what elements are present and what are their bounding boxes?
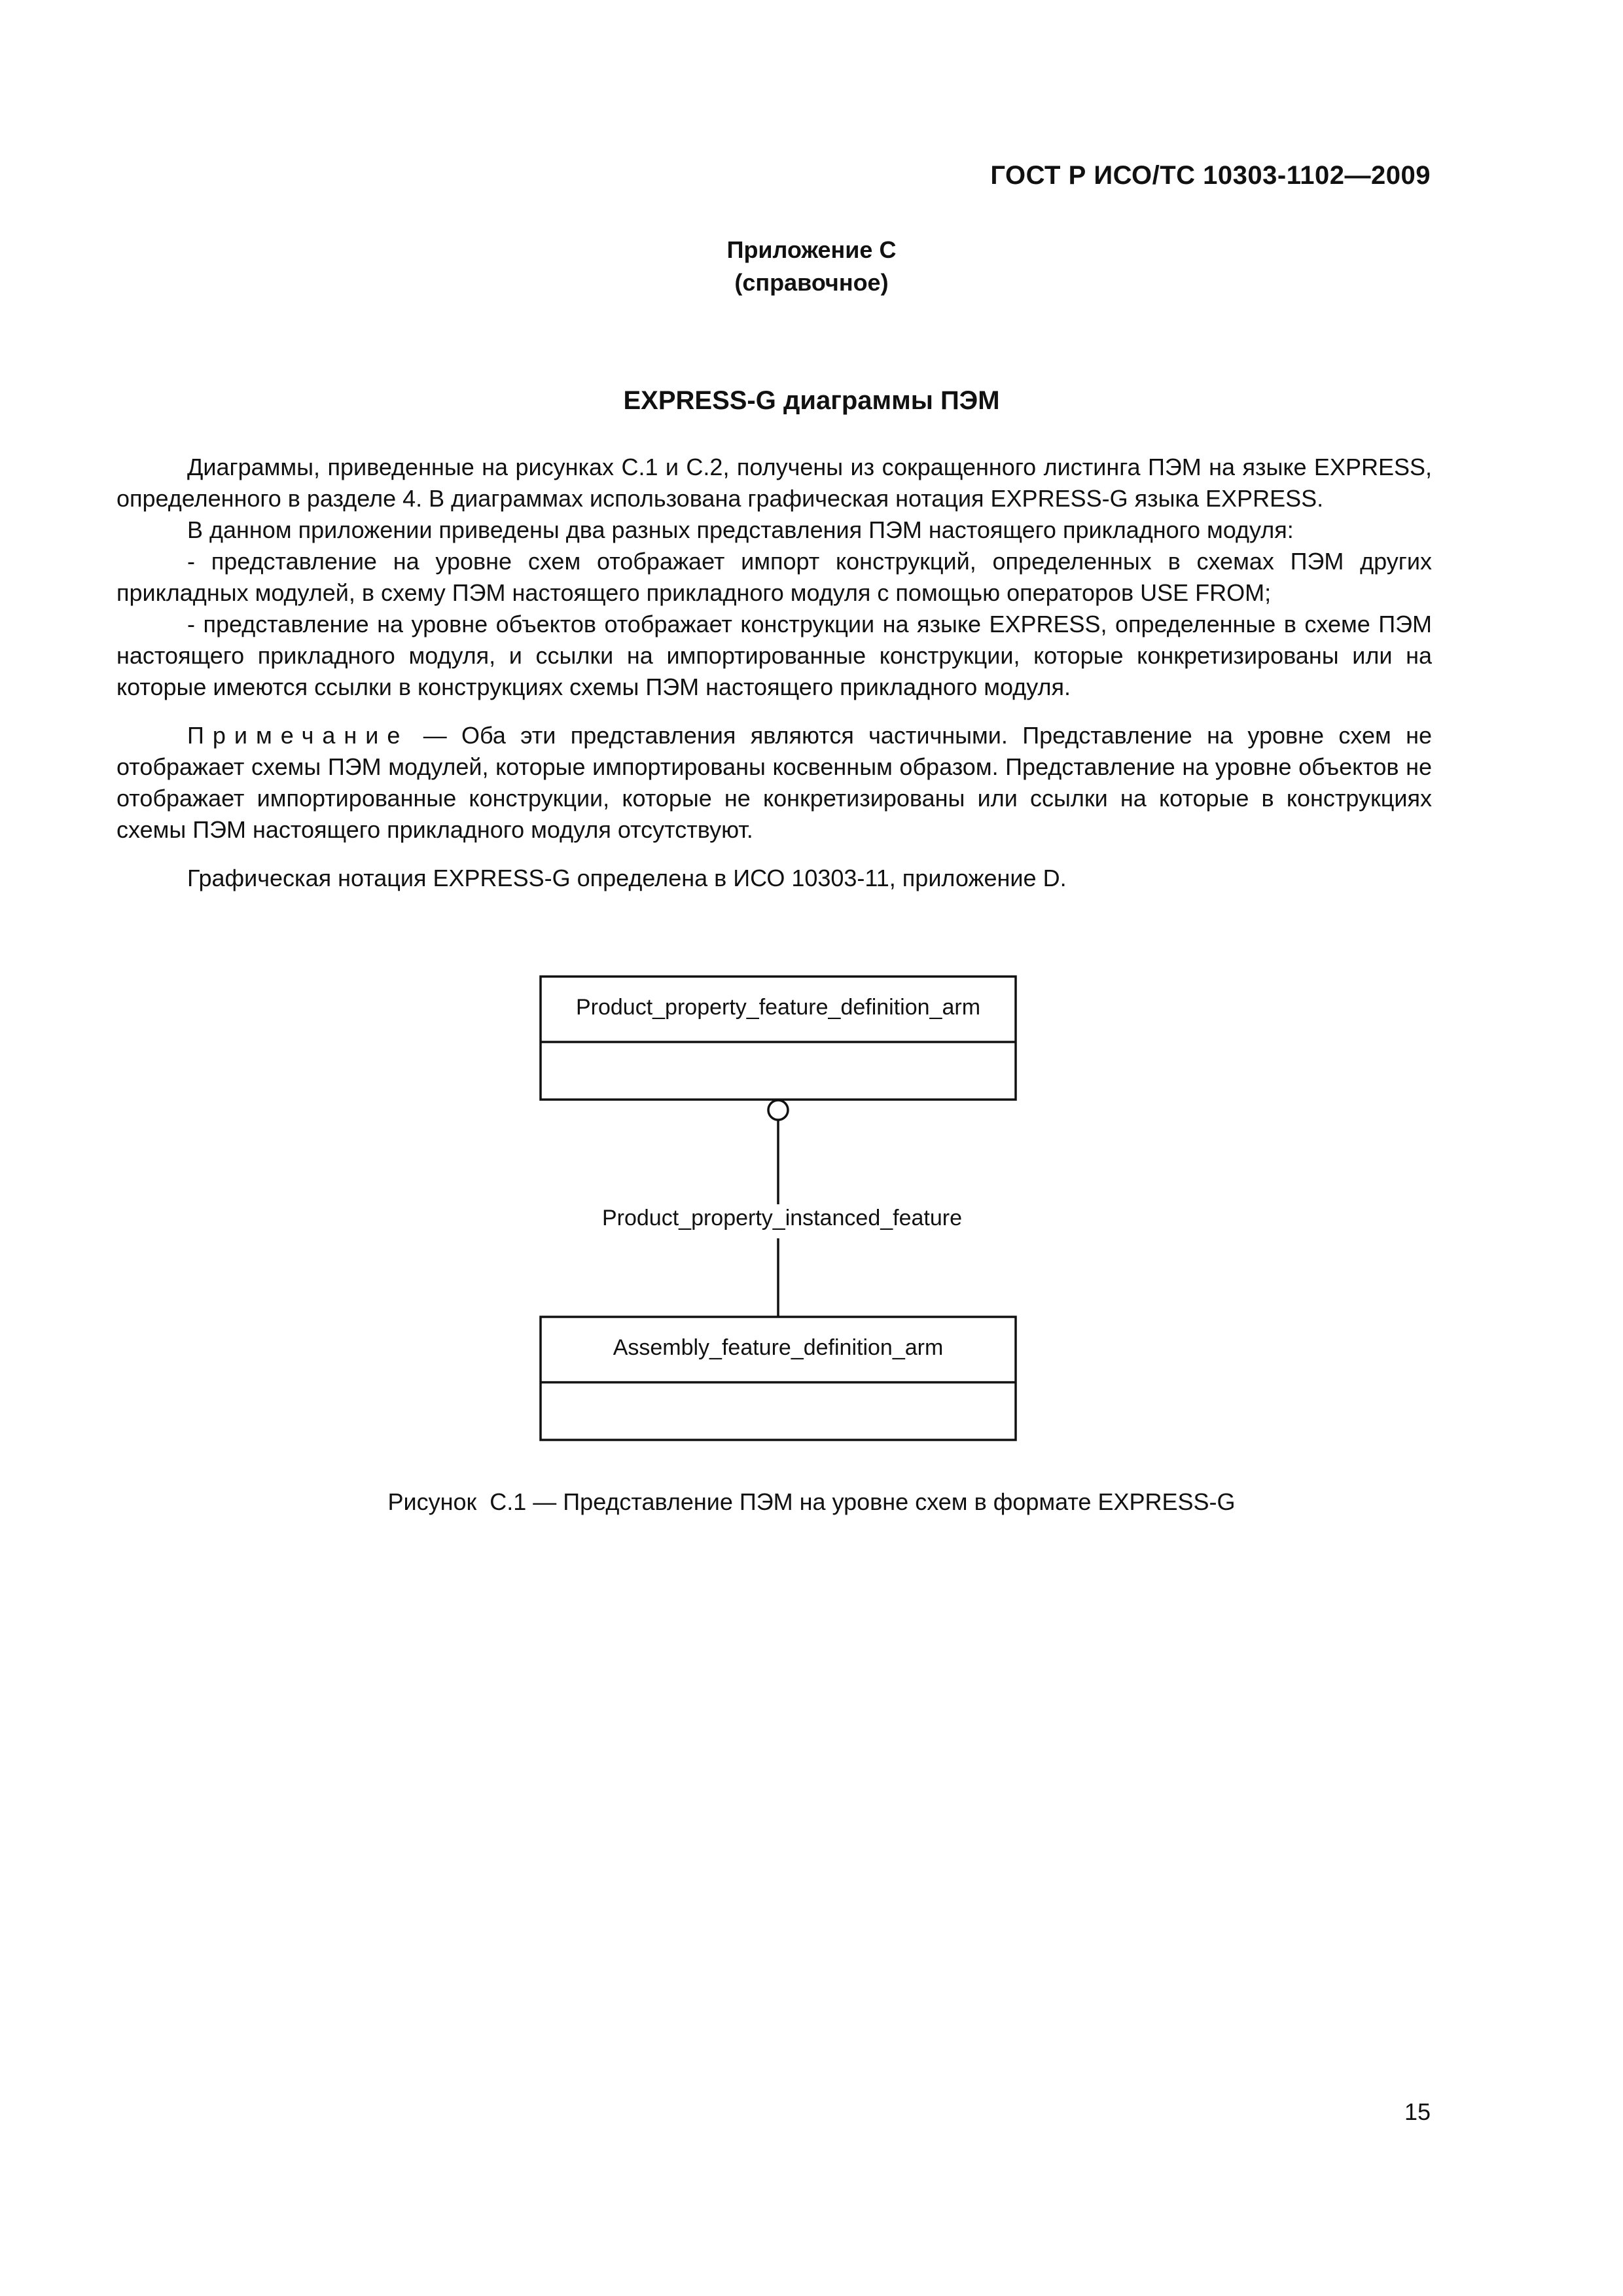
document-id: ГОСТ Р ИСО/ТС 10303-1102—2009 — [990, 161, 1431, 190]
bottom-entity-label: Assembly_feature_definition_arm — [613, 1335, 944, 1360]
note-label: Примечание — [187, 722, 409, 749]
section-title: EXPRESS-G диаграммы ПЭМ — [623, 386, 1000, 415]
entity-product-property-feature-definition — [541, 977, 1016, 1100]
figure-caption: Рисунок С.1 — Представление ПЭМ на уровне схем в формате EXPRESS-G — [387, 1488, 1236, 1515]
list-item-schema-level: - представление на уровне схем отображает импорт конструкций, определенных в схемах ПЭМ других прикладных модулей, в схему ПЭМ настоящего прикладного модуля с помощью операторов USE FROM; — [116, 548, 1432, 606]
relationship-end-circle — [768, 1100, 788, 1120]
relationship-label: Product_property_instanced_feature — [601, 1206, 963, 1230]
entity-assembly-feature-definition — [541, 1317, 1016, 1440]
annex-kind: (справочное) — [734, 269, 889, 296]
page-number: 15 — [1404, 2098, 1431, 2125]
note-text: — Оба эти представления являются частичными. Представление на уровне схем не отображает схемы ПЭМ модулей, которые импортированы косвенным образом. Представление на уровне объектов не отображает импортированные конструкции, которые не конкретизированы или ссылки на которые в конструкциях схемы ПЭМ настоящего прикладного модуля отсутствуют. — [116, 722, 1432, 843]
list-item-object-level: - представление на уровне объектов отображает конструкции на языке EXPRESS, определенные в схеме ПЭМ настоящего прикладного модуля, и ссылки на импортированные конструкции, которые конкретизированы или на которые имеются ссылки в конструкциях схемы ПЭМ настоящего прикладного модуля. — [116, 611, 1432, 700]
relationship-connector — [602, 1100, 962, 1317]
paragraph-representations: В данном приложении приведены два разных представления ПЭМ настоящего прикладного модуля: — [187, 516, 1294, 543]
paragraph-intro: Диаграммы, приведенные на рисунках С.1 и С.2, получены из сокращенного листинга ПЭМ на языке EXPRESS, определенного в разделе 4. В диаграммах использована графическая нотация EXPRESS-G языка EXPRESS. — [116, 454, 1432, 512]
annex-title: Приложение С — [726, 236, 897, 263]
top-entity-label: Product_property_feature_definition_arm — [575, 995, 981, 1020]
notation-reference: Графическая нотация EXPRESS-G определена в ИСО 10303-11, приложение D. — [187, 865, 1067, 891]
